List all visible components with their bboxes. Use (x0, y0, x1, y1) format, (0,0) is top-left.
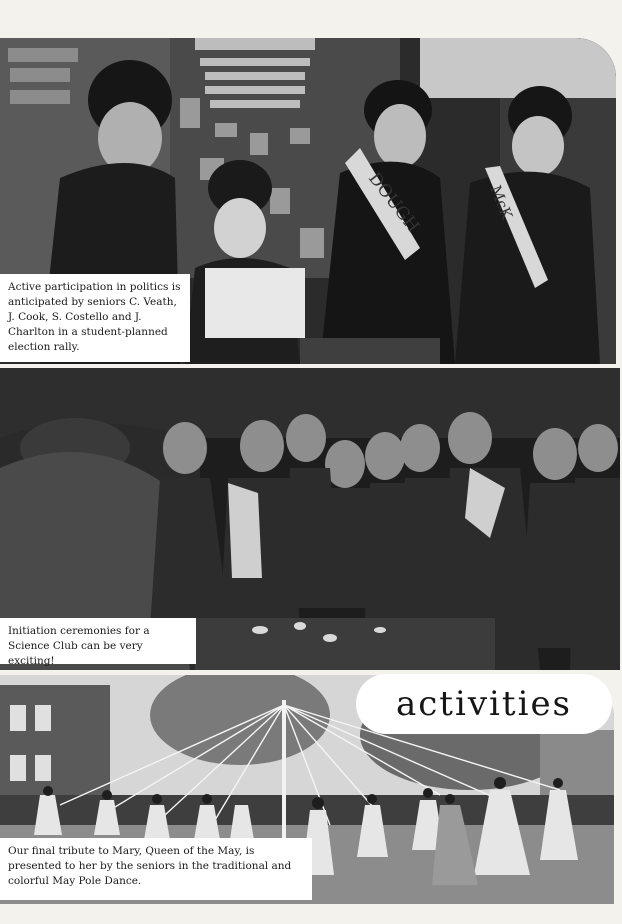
sash-left-text: DOUGH (364, 168, 424, 237)
section-title: activities (356, 674, 612, 734)
may-pole-caption: Our final tribute to Mary, Queen of the May, is presented to her by the seniors in the traditional and colorful May Pole Dance. (0, 838, 312, 900)
science-club-caption: Initiation ceremonies for a Science Club can be very exciting! (0, 618, 196, 664)
sash-right-text: McK (486, 182, 517, 222)
rally-caption: Active participation in politics is anticipated by seniors C. Veath, J. Cook, S. Costello and J. Charlton in a student-planned election rally. (0, 274, 190, 362)
